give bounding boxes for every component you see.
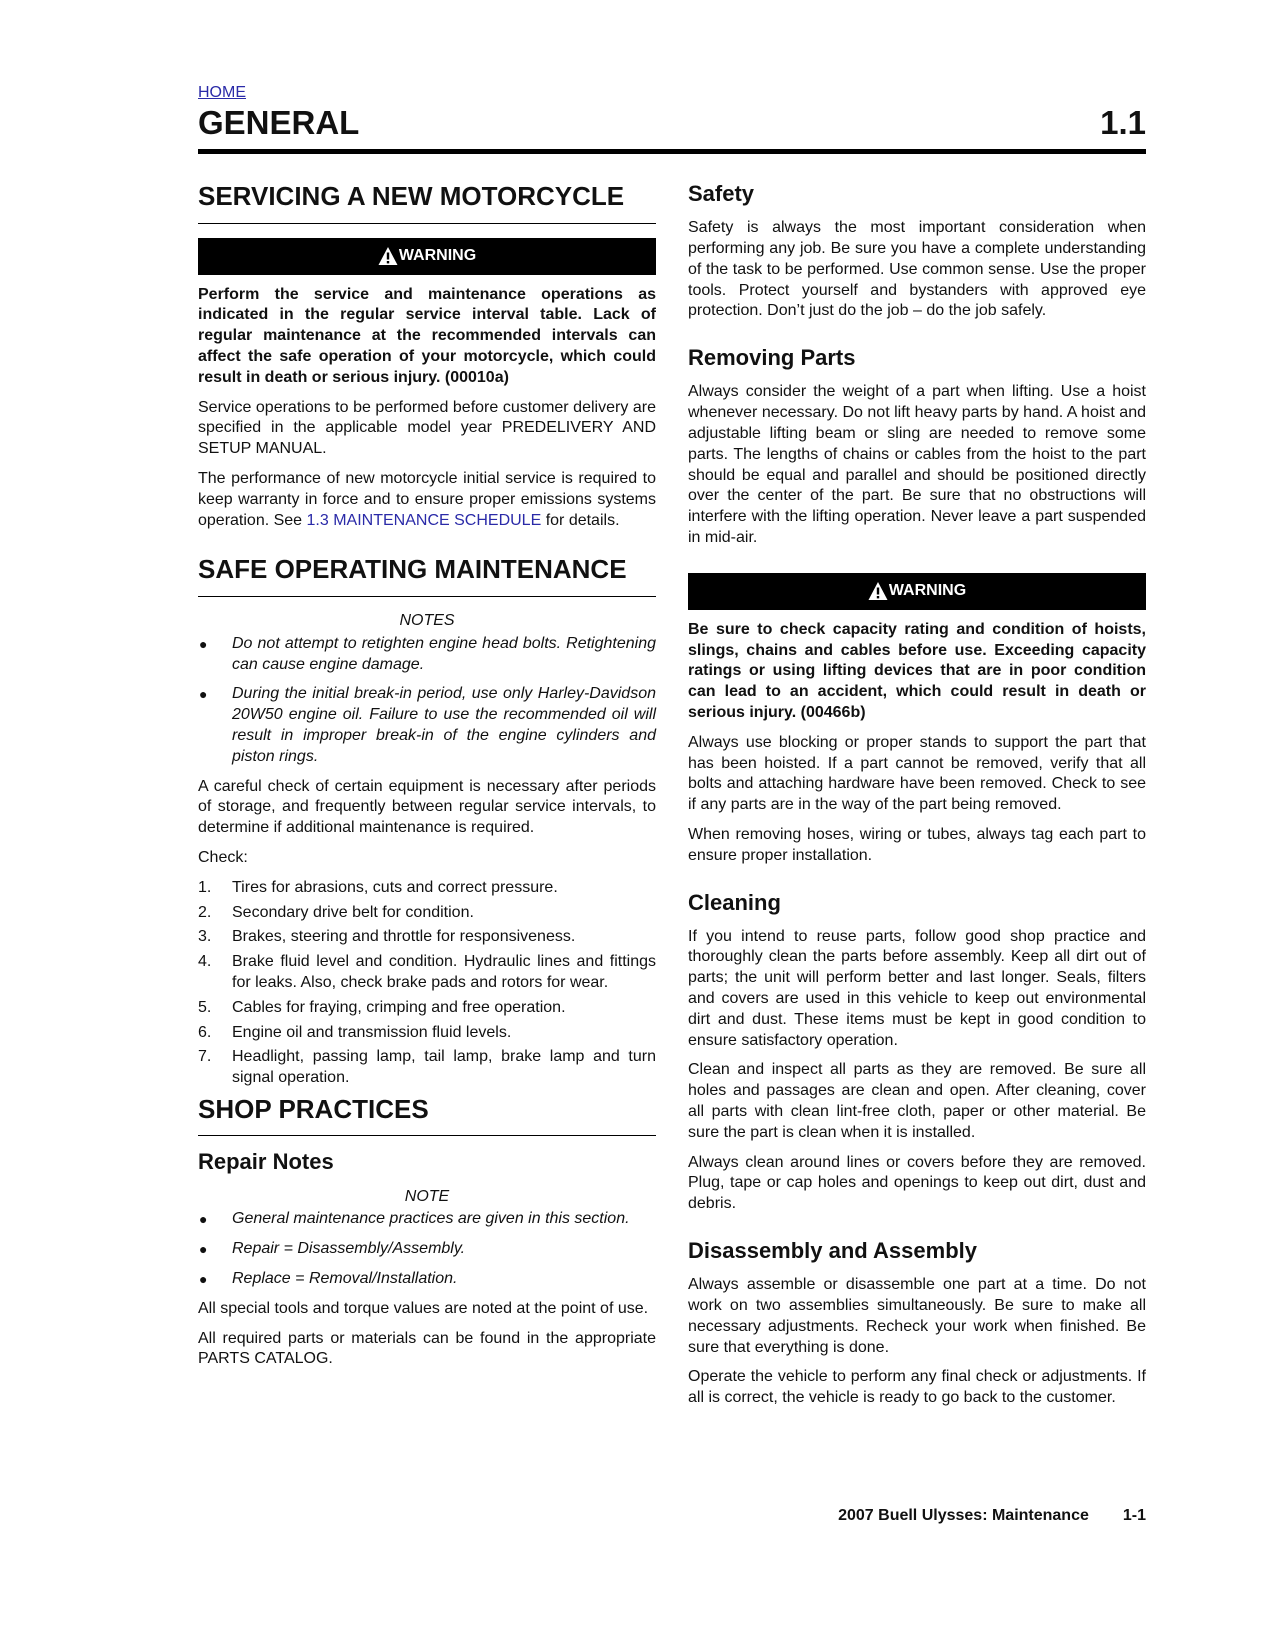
right-column [688,182,1146,1418]
check-item [198,998,656,1019]
notes-heading: NOTES [399,611,455,629]
check-list [198,878,656,1089]
check-text: Engine oil and transmission fluid levels. [232,1023,512,1041]
heading-servicing: SERVICING A NEW MOTORCYCLE [198,182,656,224]
heading-cleaning: Cleaning [688,889,781,915]
paragraph: Always clean around lines or covers before they are removed. Plug, tape or cap holes and openings to keep out dirt, dust and debris. [688,1153,1146,1213]
check-item [198,878,656,899]
paragraph: Always use blocking or proper stands to support the part that has been hoisted. If a part cannot be removed, verify that all bolts and attaching hardware have been removed. Check to see if any parts are in the way of the part being removed. [688,733,1146,814]
heading-safety: Safety [688,181,755,206]
check-item [198,1023,656,1044]
check-text: Brake fluid level and condition. Hydraulic lines and fittings for leaks. Also, check brake pads and rotors for wear. [232,953,656,991]
note-heading: NOTE [404,1187,450,1205]
warning-label: WARNING [398,246,477,264]
check-number: 1. [198,878,212,896]
section-title-bar [198,106,1146,154]
paragraph: A careful check of certain equipment is necessary after periods of storage, and frequently between regular service intervals, to determine if additional maintenance is required. [198,777,656,837]
maintenance-schedule-link[interactable]: 1.3 MAINTENANCE SCHEDULE [306,511,542,529]
note-item: ● Repair = Disassembly/Assembly. [198,1239,656,1260]
check-item [198,903,656,924]
paragraph: Service operations to be performed before customer delivery are specified in the applicable model year PREDELIVERY AND SETUP MANUAL. [198,398,656,458]
page-number: 1-1 [1122,1507,1146,1524]
warning-banner [688,573,1146,610]
check-text: Secondary drive belt for condition. [232,903,474,921]
notes-list [198,634,656,768]
paragraph [198,469,656,531]
check-item [198,927,656,948]
check-item [198,952,656,994]
heading-shop-practices: SHOP PRACTICES [198,1095,656,1137]
check-text: Tires for abrasions, cuts and correct pressure. [232,878,558,896]
check-label: Check: [198,848,248,866]
check-number: 4. [198,953,212,971]
warning-label: WARNING [888,581,967,599]
warning-text: Be sure to check capacity rating and condition of hoists, slings, chains and cables before use. Exceeding capacity ratings or using lifting devices that are in poor condition can lead to an accident, which could result in death or serious injury. (00466b) [688,620,1146,721]
paragraph-text: The performance of new motorcycle initial service is required to keep warranty in force and to ensure proper emissions systems operation. See [198,469,656,529]
warning-banner [198,238,656,275]
check-text: Brakes, steering and throttle for responsiveness. [232,928,576,946]
section-number: 1.1 [1100,104,1146,141]
paragraph: Operate the vehicle to perform any final check or adjustments. If all is correct, the vehicle is ready to go back to the customer. [688,1368,1146,1407]
page-footer [838,1507,1146,1525]
manual-title: 2007 Buell Ulysses: Maintenance [838,1507,1089,1524]
check-text: Headlight, passing lamp, tail lamp, brake lamp and turn signal operation. [232,1048,656,1087]
home-link[interactable]: HOME [198,84,246,101]
paragraph: Clean and inspect all parts as they are removed. Be sure all holes and passages are clean and open. After cleaning, cover all parts with clean lint-free cloth, paper or other material. Be sure the part is clean when it is installed. [688,1061,1146,1141]
check-number: 3. [198,928,212,946]
check-item [198,1047,656,1089]
check-number: 2. [198,903,212,921]
warning-text: Perform the service and maintenance operations as indicated in the regular service interval table. Lack of regular maintenance at the recommended intervals can affect the safe operation of your motorcycle, which could result in death or serious injury. (00010a) [198,285,656,386]
check-number: 6. [198,1023,212,1041]
check-number: 7. [198,1048,212,1066]
paragraph: All required parts or materials can be found in the appropriate PARTS CATALOG. [198,1329,656,1368]
two-column-body [198,182,1146,1418]
paragraph: When removing hoses, wiring or tubes, always tag each part to ensure proper installation. [688,825,1146,864]
repair-notes-list [198,1209,656,1289]
note-item: ● General maintenance practices are given in this section. [198,1209,656,1230]
left-column [198,182,656,1418]
check-number: 5. [198,998,212,1016]
check-text: Cables for fraying, crimping and free operation. [232,998,566,1016]
note-item: ● Replace = Removal/Installation. [198,1269,656,1290]
paragraph: If you intend to reuse parts, follow good shop practice and thoroughly clean the parts before assembly. Keep all dirt out of parts; the unit will perform better and last longer. Seals, filters and covers are used in this vehicle to keep out environmental dirt and dust. These items must be kept in good condition to ensure satisfactory operation. [688,927,1146,1049]
paragraph: All special tools and torque values are noted at the point of use. [198,1299,649,1317]
heading-safe-operating: SAFE OPERATING MAINTENANCE [198,555,656,597]
paragraph: Always assemble or disassemble one part at a time. Do not work on two assemblies simultaneously. Be sure to make all necessary adjustments. Recheck your work when finished. Be sure that everything is done. [688,1276,1146,1356]
paragraph: Always consider the weight of a part when lifting. Use a hoist whenever necessary. Do not lift heavy parts by hand. A hoist and adjustable lifting beam or sling are needed to remove some parts. The lengths of chains or cables from the hoist to the part should be equal and parallel and should be positioned directly over the center of the part. Be sure that no obstructions will interfere with the lifting operation. Never leave a part suspended in mid-air. [688,383,1146,546]
paragraph: Safety is always the most important consideration when performing any job. Be sure you have a complete understanding of the task to be performed. Use common sense. Use the proper tools. Protect yourself and bystanders with approved eye protection. Don’t just do the job – do the job safely. [688,219,1146,320]
note-item: ● During the initial break-in period, use only Harley-Davidson 20W50 engine oil. Failure to use the recommended oil will result in improper break-in of the engine cylinders and piston rings. [198,684,656,767]
manual-page [198,84,1146,1418]
warning-triangle-icon [378,246,398,266]
heading-disassembly: Disassembly and Assembly [688,1238,977,1264]
section-title: GENERAL [198,104,360,141]
heading-removing-parts: Removing Parts [688,345,856,371]
paragraph-text: for details. [541,511,620,529]
subheading-repair-notes: Repair Notes [198,1149,334,1175]
warning-triangle-icon [868,581,888,601]
note-item: ● Do not attempt to retighten engine head bolts. Retightening can cause engine damage. [198,634,656,676]
